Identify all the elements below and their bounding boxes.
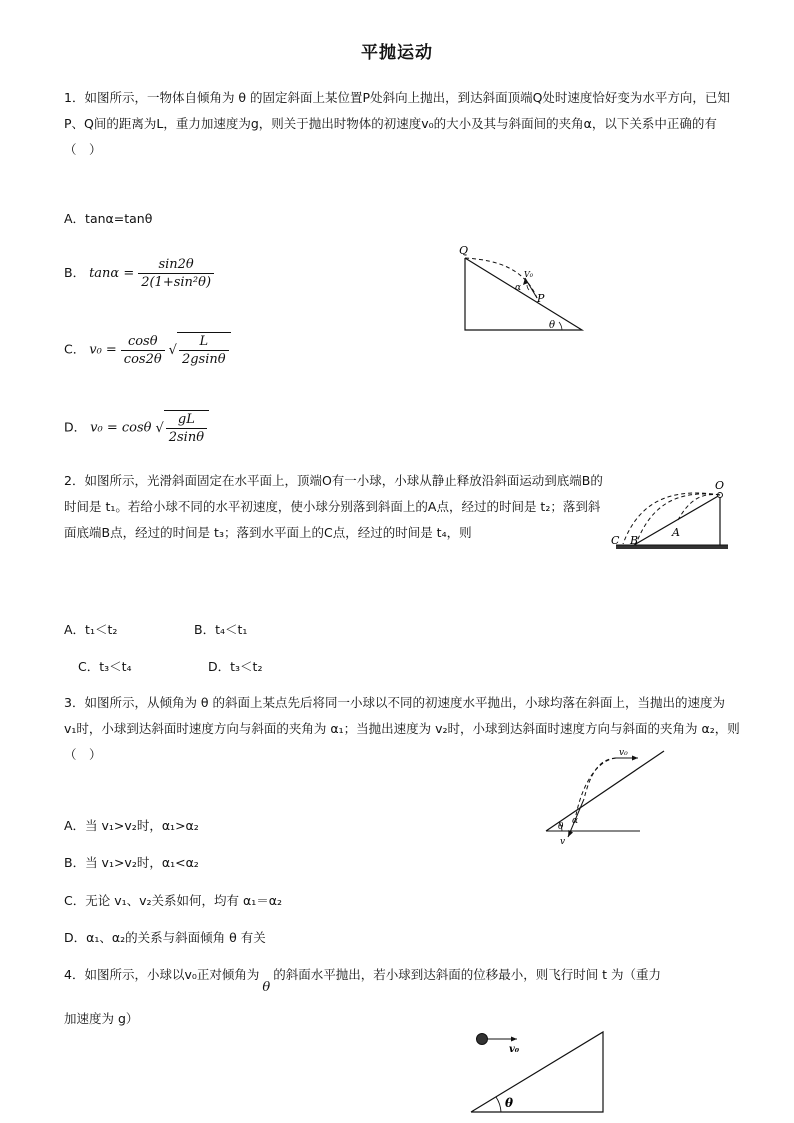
q4-figure (465, 1028, 610, 1118)
q2-figure-label-c: C (611, 534, 620, 547)
q1-option-b-label: B． (64, 265, 86, 280)
q2-option-c: C．t₃＜t₄ (78, 659, 132, 674)
q1-option-b-lhs: tanα = (89, 266, 135, 281)
q1-option-d-label: D． (64, 419, 87, 435)
q2-option-b: B．t₄＜t₁ (194, 622, 248, 637)
q1-option-b-fraction (138, 256, 214, 291)
question-1-stem: 1．如图所示，一物体自倾角为 θ 的固定斜面上某位置P处斜向上抛出，到达斜面顶端Q处时速度恰好变为水平方向，已知P、Q间的距离为L，重力加速度为g，则关于抛出时物体的初速度v₀的大小及其与斜面间的夹角α，以下关系中正确的有（ ） (64, 90, 730, 157)
q3-figure-label-v: v (560, 837, 566, 847)
q1-option-c-lhs: v₀ = (89, 342, 117, 358)
q3-figure-label-theta: θ (558, 822, 564, 832)
q1-option-c-root-numerator: L (179, 333, 229, 351)
q1-option-a: A．tanα=tanθ (64, 211, 153, 226)
q2-option-d: D．t₃＜t₂ (208, 659, 263, 674)
q3-figure-label-alpha: α (572, 816, 579, 826)
question-2-stem: 2．如图所示，光滑斜面固定在水平面上，顶端O有一小球，小球从静止释放沿斜面运动到底端B的时间是 t₁。若给小球不同的水平初速度，使小球分别落到斜面上的A点，经过的时间是 t₂；落到斜面底端B点，经过的时间是 t₃；落到水平面上的C点，经过的时间是 t₄，则 (64, 473, 603, 540)
q2-figure (610, 478, 735, 556)
q1-option-d (64, 410, 209, 446)
q1-option-c (64, 332, 231, 368)
q1-option-c-numerator: cosθ (121, 333, 165, 351)
q1-option-c-denominator: cos2θ (123, 351, 162, 367)
page-title: 平抛运动 (361, 43, 433, 63)
q4-figure-label-theta: θ (505, 1096, 514, 1110)
q4-figure-label-v0: v₀ (509, 1044, 520, 1055)
q3-option-b: B．当 v₁>v₂时，α₁<α₂ (64, 855, 199, 870)
q1-option-c-sqrt: √ $\frac{L}{2gsin\theta}$ (169, 332, 231, 368)
q1-figure-label-q: Q (459, 244, 469, 257)
q3-option-a: A．当 v₁>v₂时，α₁>α₂ (64, 818, 199, 833)
q4-stem-part-a: 4．如图所示，小球以v₀正对倾角为 (64, 967, 260, 982)
question-4-stem-line1 (64, 966, 662, 995)
q1-figure-label-p: P (537, 292, 545, 305)
q1-option-c-fraction (121, 333, 165, 368)
q3-figure (540, 745, 670, 850)
q1-option-d-root-denominator: 2sinθ (168, 430, 205, 445)
q1-figure (455, 240, 595, 340)
q3-option-c: C．无论 v₁、v₂关系如何，均有 α₁＝α₂ (64, 893, 282, 908)
q1-option-c-label: C． (64, 341, 86, 357)
q1-figure-label-v0: V₀ (524, 270, 533, 279)
q1-option-d-lhs: v₀ = cosθ (90, 420, 152, 436)
q3-option-d: D．α₁、α₂的关系与斜面倾角 θ 有关 (64, 930, 266, 945)
q2-figure-label-a: A (672, 526, 680, 539)
q1-option-b-denominator: 2(1+sin²θ) (141, 275, 212, 290)
q1-figure-label-theta: θ (549, 320, 556, 331)
q1-option-d-sqrt: √ $\frac{gL}{2\sin\theta}$ (155, 410, 209, 446)
q2-figure-label-o: O (715, 479, 725, 492)
q1-figure-label-alpha: α (515, 283, 522, 293)
q4-stem-part-b: 的斜面水平抛出，若小球到达斜面的位移最小，则飞行时间 t 为（重力 (273, 967, 662, 982)
q2-figure-label-b: B (630, 534, 639, 547)
q4-stem-theta: θ (262, 980, 271, 995)
q2-option-a: A．t₁＜t₂ (64, 622, 118, 637)
q1-option-b (64, 256, 214, 291)
q1-option-d-root-numerator: gL (166, 411, 207, 429)
question-3-stem: 3．如图所示，从倾角为 θ 的斜面上某点先后将同一小球以不同的初速度水平抛出，小球均落在斜面上，当抛出的速度为 v₁时，小球到达斜面时速度方向与斜面的夹角为 α₁；当抛出速度为 v₂时，小球到达斜面时速度方向与斜面的夹角为 α₂，则（ ） (64, 695, 740, 762)
question-4-stem-line2: 加速度为 g） (64, 1011, 139, 1026)
q1-option-b-numerator: sin2θ (138, 256, 214, 274)
q3-figure-label-v0: v₀ (619, 748, 628, 758)
q1-option-c-root-denominator: 2gsinθ (181, 352, 226, 367)
